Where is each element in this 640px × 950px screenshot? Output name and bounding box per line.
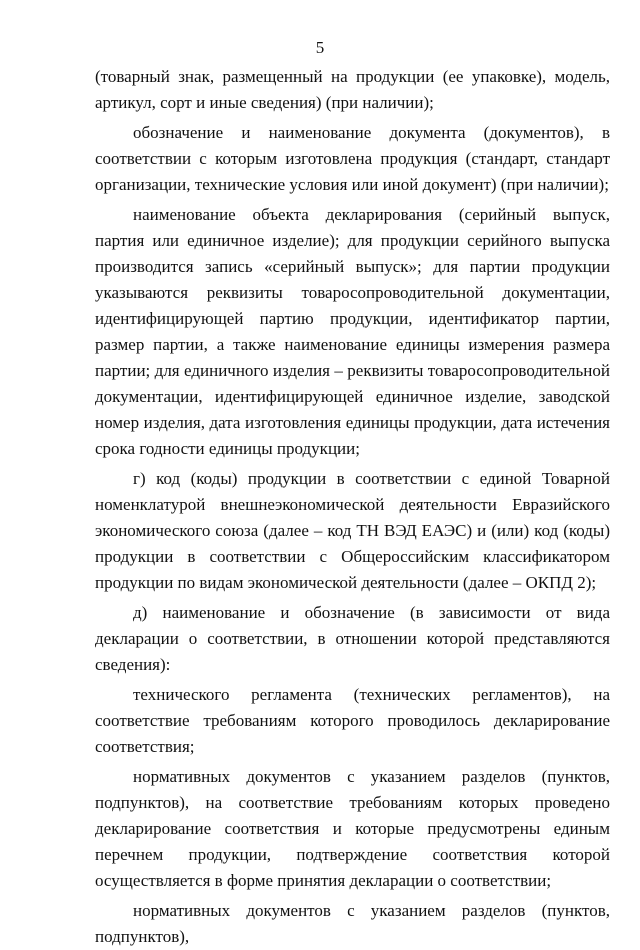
paragraph-5: д) наименование и обозначение (в зависимости от вида декларации о соответствии, в отношении которой представляются сведения):	[95, 603, 610, 674]
paragraph-3: наименование объекта декларирования (серийный выпуск, партия или единичное изделие); для продукции серийного выпуска производится запись «серийный выпуск»; для партии продукции указываются реквизиты товаросопроводительной документации, идентифицирующей партию продукции, идентификатор партии, размер партии, а также наименование единицы измерения размера партии; для единичного изделия – реквизиты товаросопроводительной документации, идентифицирующей единичное изделие, заводской номер изделия, дата изготовления единицы продукции, дата истечения срока годности единицы продукции;	[95, 205, 610, 458]
paragraph-6: технического регламента (технических регламентов), на соответствие требованиям которого проводилось декларирование соответствия;	[95, 685, 610, 756]
paragraph-1: (товарный знак, размещенный на продукции (ее упаковке), модель, артикул, сорт и иные сведения) (при наличии);	[95, 67, 610, 112]
document-body	[95, 64, 610, 950]
paragraph-4: г) код (коды) продукции в соответствии с единой Товарной номенклатурой внешнеэкономической деятельности Евразийского экономического союза (далее – код ТН ВЭД ЕАЭС) и (или) код (коды) продукции в соответствии с Общероссийским классификатором продукции по видам экономической деятельности (далее – ОКПД 2);	[95, 469, 610, 592]
paragraph-8: нормативных документов с указанием разделов (пунктов, подпунктов),	[95, 901, 610, 946]
page-number: 5	[315, 38, 325, 57]
paragraph-7: нормативных документов с указанием разделов (пунктов, подпунктов), на соответствие требованиям которых проведено декларирование соответствия и которые предусмотрены единым перечнем продукции, подтверждение соответствия которой осуществляется в форме принятия декларации о соответствии;	[95, 767, 610, 890]
paragraph-2: обозначение и наименование документа (документов), в соответствии с которым изготовлена продукция (стандарт, стандарт организации, технические условия или иной документ) (при наличии);	[95, 123, 610, 194]
